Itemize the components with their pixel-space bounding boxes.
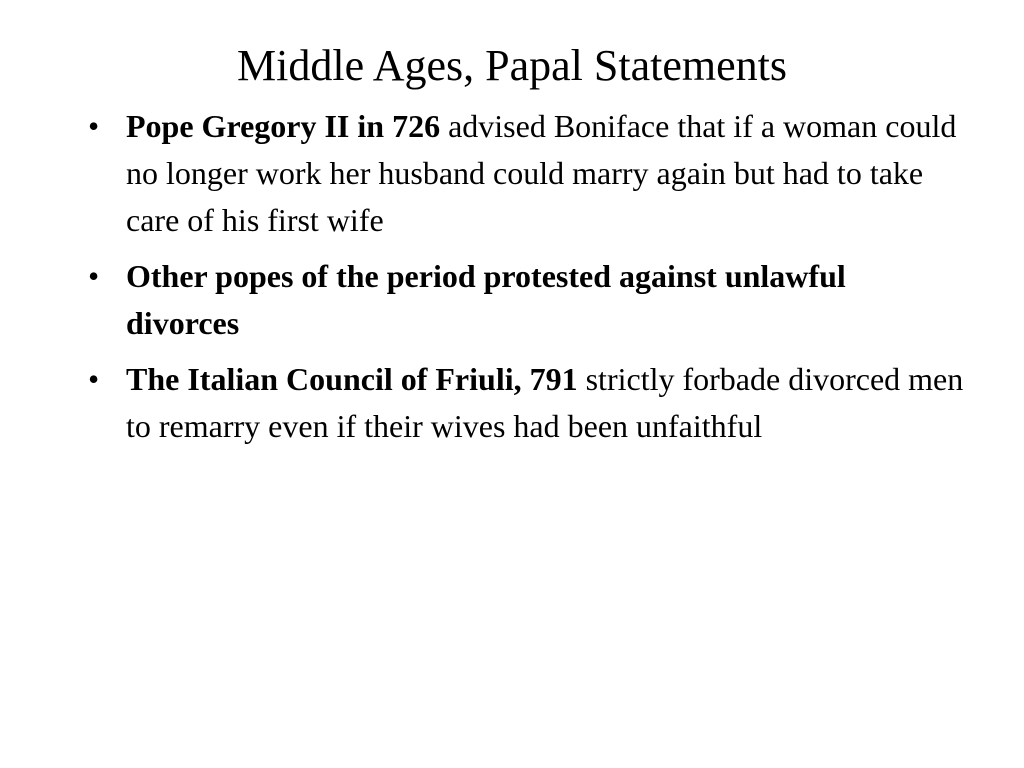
bullet-bold-text: The Italian Council of Friuli, 791 [126,361,578,397]
bullet-icon: • [88,361,100,397]
bullet-list [84,103,964,459]
bullet-text: advised Boniface that if a woman could no longer work her husband could marry again but had to take care of his first wife [126,108,957,238]
bullet-icon: • [88,258,100,294]
slide-title: Middle Ages, Papal Statements [237,41,787,90]
bullet-item-other-popes [84,253,964,347]
bullet-icon: • [88,108,100,144]
bullet-bold-text: Other popes of the period protested against unlawful divorces [126,258,846,341]
bullet-item-council-friuli [84,356,964,450]
bullet-bold-text: Pope Gregory II in 726 [126,108,441,144]
bullet-text: strictly forbade divorced men to remarry even if their wives had been unfaithful [126,361,964,444]
bullet-item-gregory [84,103,964,244]
